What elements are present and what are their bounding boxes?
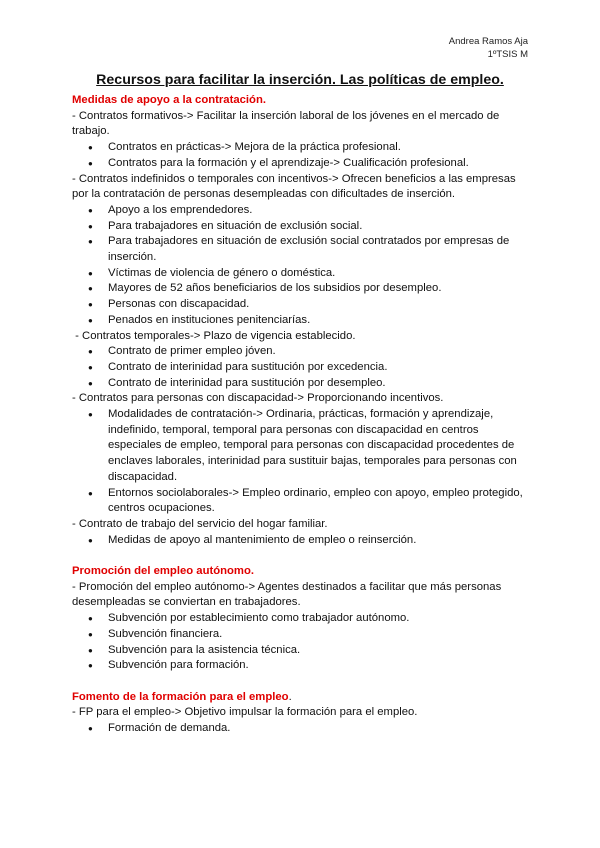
- paragraph: - Contrato de trabajo del servicio del hogar familiar.: [72, 517, 328, 530]
- list-item: ● Subvención para formación.: [72, 658, 532, 674]
- list-item: ● Contrato de primer empleo jóven.: [72, 344, 532, 360]
- list-item: ● Penados en instituciones penitenciarías.: [72, 313, 532, 329]
- bullet-list: [72, 721, 532, 737]
- list-item: ● Contratos para la formación y el aprendizaje-> Cualificación profesional.: [72, 156, 532, 172]
- list-item: ● Contrato de interinidad para sustitución por excedencia.: [72, 360, 532, 376]
- bullet-list: [72, 611, 532, 674]
- heading-period: .: [288, 690, 292, 703]
- bullet-list: [72, 140, 532, 171]
- bullet-list: [72, 203, 532, 329]
- author-block: [449, 36, 528, 61]
- spacer: [72, 674, 532, 690]
- section-contract-support: [72, 93, 532, 548]
- section-heading: Promoción del empleo autónomo.: [72, 565, 255, 578]
- author-name: Andrea Ramos Aja: [448, 36, 528, 47]
- list-item: ● Para trabajadores en situación de exclusión social.: [72, 219, 532, 235]
- list-item: ● Víctimas de violencia de género o doméstica.: [72, 266, 532, 282]
- course-label: 1ºTSIS M: [487, 48, 528, 60]
- list-item: ● Subvención para la asistencia técnica.: [72, 643, 532, 659]
- bullet-list: [72, 344, 532, 391]
- section-self-employment: [72, 564, 532, 674]
- section-heading-line: [72, 690, 532, 706]
- list-item: ● Subvención financiera.: [72, 627, 532, 643]
- list-item: ● Modalidades de contratación-> Ordinaria, prácticas, formación y aprendizaje, indefinido, temporal, temporal para personas con discapacidad en centros especiales de empleo, temporal para personas con discapacidad procedentes de enclaves laborales, interinidad para sustituir bajas, temporales para personas con discapacidad.: [72, 407, 532, 486]
- list-item: ● Contratos en prácticas-> Mejora de la práctica profesional.: [72, 140, 532, 156]
- spacer: [72, 548, 532, 564]
- document-body: [72, 93, 532, 737]
- list-item: ● Mayores de 52 años beneficiarios de los subsidios por desempleo.: [72, 281, 532, 297]
- paragraph: - FP para el empleo-> Objetivo impulsar la formación para el empleo.: [72, 706, 418, 719]
- list-item: ● Para trabajadores en situación de exclusión social contratados por empresas de inserción.: [72, 234, 532, 265]
- paragraph: - Contratos indefinidos o temporales con incentivos-> Ofrecen beneficios a las empresas por la contratación de personas desempleadas con dificultades de inserción.: [72, 172, 516, 201]
- paragraph: - Contratos temporales-> Plazo de vigencia establecido.: [72, 329, 356, 342]
- bullet-list: [72, 407, 532, 517]
- section-employment-training: [72, 690, 532, 737]
- list-item: ● Contrato de interinidad para sustitución por desempleo.: [72, 376, 532, 392]
- bullet-list: [72, 533, 532, 549]
- paragraph: - Contratos para personas con discapacidad-> Proporcionando incentivos.: [72, 392, 444, 405]
- section-heading: Medidas de apoyo a la contratación.: [72, 94, 266, 106]
- list-item: ● Medidas de apoyo al mantenimiento de empleo o reinserción.: [72, 533, 532, 549]
- list-item: ● Entornos sociolaborales-> Empleo ordinario, empleo con apoyo, empleo protegido, centros ocupaciones.: [72, 486, 532, 517]
- list-item: ● Subvención por establecimiento como trabajador autónomo.: [72, 611, 532, 627]
- list-item: ● Formación de demanda.: [72, 721, 532, 737]
- paragraph: - Contratos formativos-> Facilitar la inserción laboral de los jóvenes en el mercado de trabajo.: [72, 109, 500, 138]
- paragraph: - Promoción del empleo autónomo-> Agentes destinados a facilitar que más personas desempleadas se conviertan en trabajadores.: [72, 580, 502, 609]
- section-heading: Fomento de la formación para el empleo: [72, 690, 289, 703]
- list-item: ● Personas con discapacidad.: [72, 297, 532, 313]
- document-title: Recursos para facilitar la inserción. Las políticas de empleo.: [96, 72, 504, 88]
- list-item: ● Apoyo a los emprendedores.: [72, 203, 532, 219]
